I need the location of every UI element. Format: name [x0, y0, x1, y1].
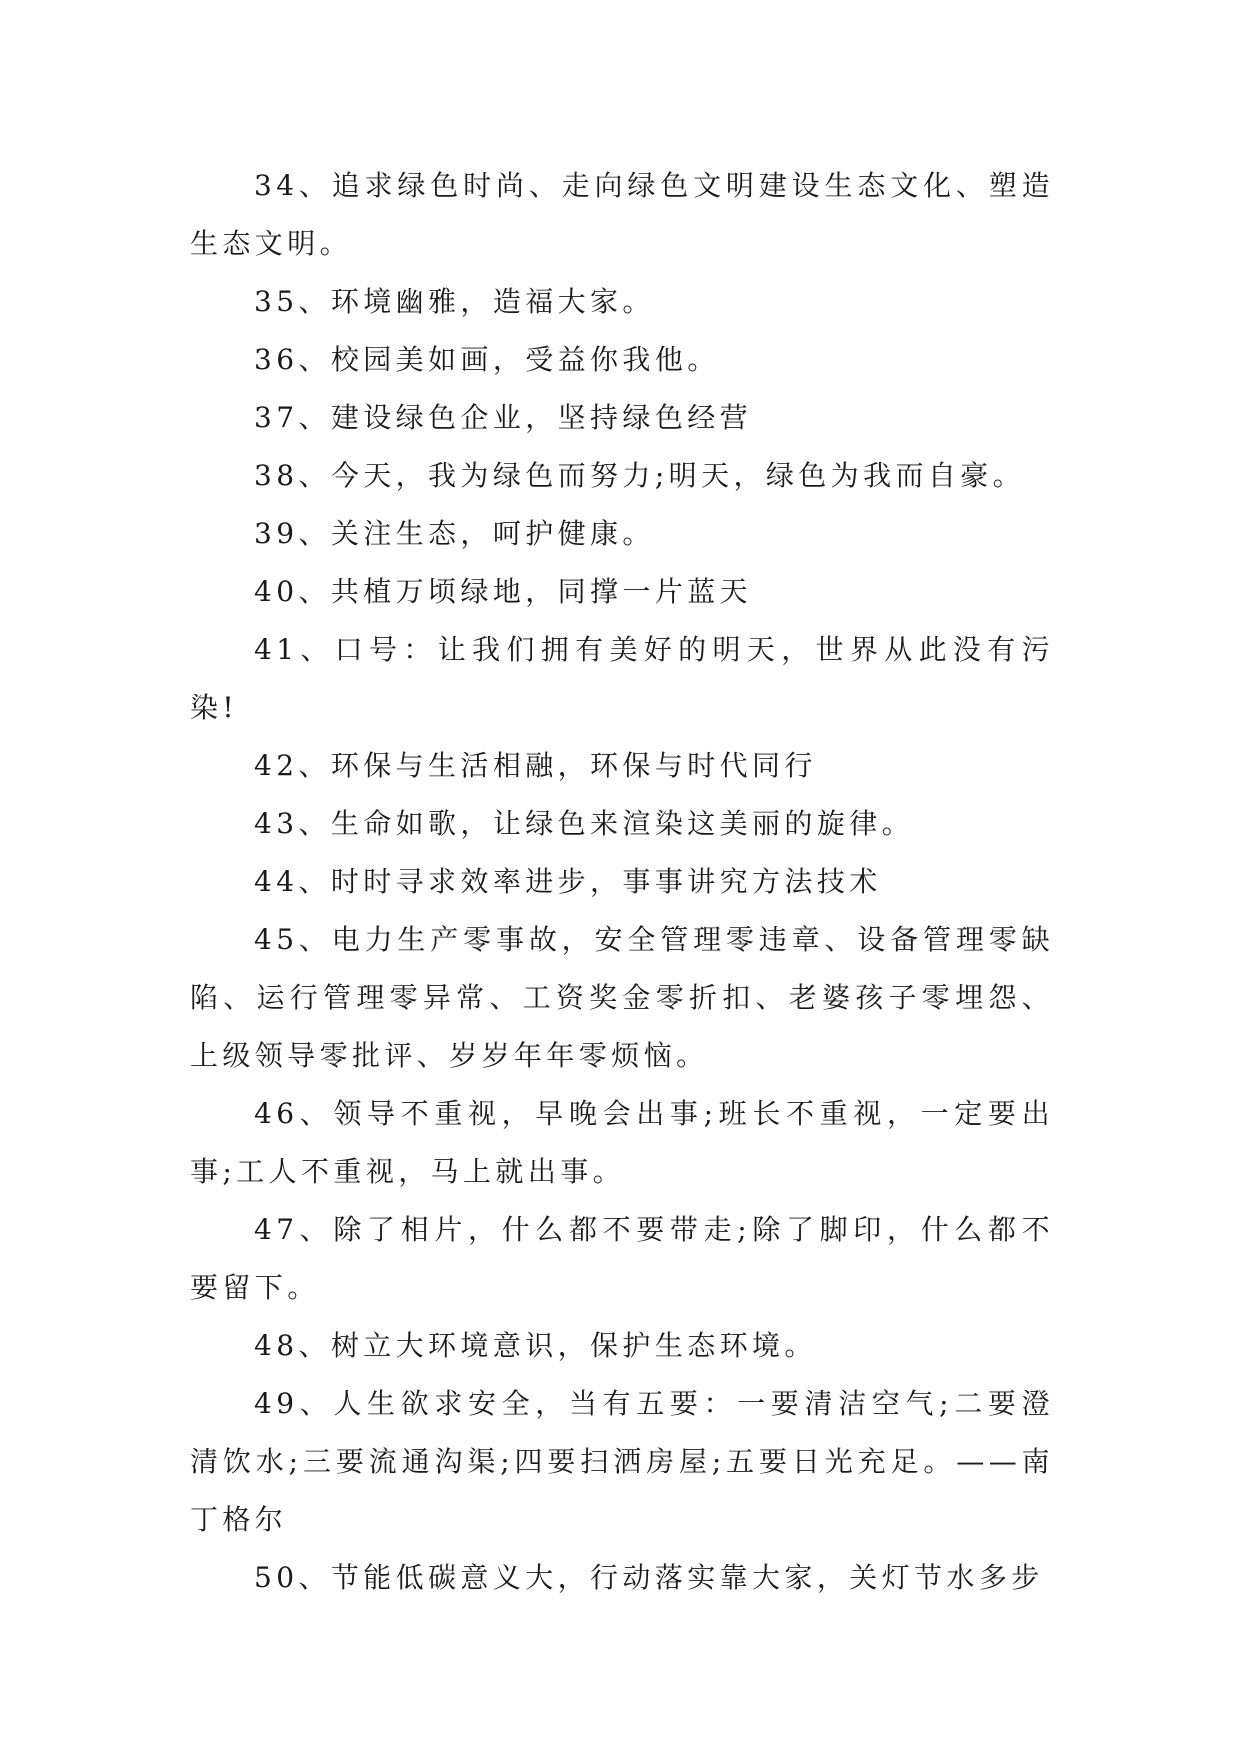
- paragraph-35: 35、环境幽雅，造福大家。: [254, 285, 655, 318]
- paragraph-48: 48、树立大环境意识，保护生态环境。: [254, 1329, 817, 1362]
- paragraph-34: 34、追求绿色时尚、走向绿色文明建设生态文化、塑造生态文明。: [190, 169, 1054, 260]
- paragraph-47: 47、除了相片，什么都不要带走;除了脚印，什么都不要留下。: [190, 1213, 1054, 1304]
- paragraph-44: 44、时时寻求效率进步，事事讲究方法技术: [254, 865, 882, 898]
- paragraph-46: 46、领导不重视，早晚会出事;班长不重视，一定要出事;工人不重视，马上就出事。: [190, 1097, 1054, 1188]
- paragraph-36: 36、校园美如画，受益你我他。: [254, 343, 720, 376]
- paragraph-38: 38、今天，我为绿色而努力;明天，绿色为我而自豪。: [254, 459, 1026, 492]
- paragraph-42: 42、环保与生活相融，环保与时代同行: [254, 749, 817, 782]
- document-body: [190, 157, 1054, 1607]
- paragraph-41: 41、口号：让我们拥有美好的明天，世界从此没有污染!: [190, 633, 1054, 724]
- paragraph-50: 50、节能低碳意义大，行动落实靠大家，关灯节水多步: [254, 1561, 1044, 1594]
- paragraph-49: 49、人生欲求安全，当有五要：一要清洁空气;二要澄清饮水;三要流通沟渠;四要扫洒房屋;五要日光充足。——南丁格尔: [190, 1387, 1054, 1536]
- paragraph-43: 43、生命如歌，让绿色来渲染这美丽的旋律。: [254, 807, 915, 840]
- paragraph-45: 45、电力生产零事故，安全管理零违章、设备管理零缺陷、运行管理零异常、工资奖金零折扣、老婆孩子零埋怨、上级领导零批评、岁岁年年零烦恼。: [190, 923, 1054, 1072]
- paragraph-40: 40、共植万顷绿地，同撑一片蓝天: [254, 575, 753, 608]
- paragraph-37: 37、建设绿色企业，坚持绿色经营: [254, 401, 753, 434]
- paragraph-39: 39、关注生态，呵护健康。: [254, 517, 655, 550]
